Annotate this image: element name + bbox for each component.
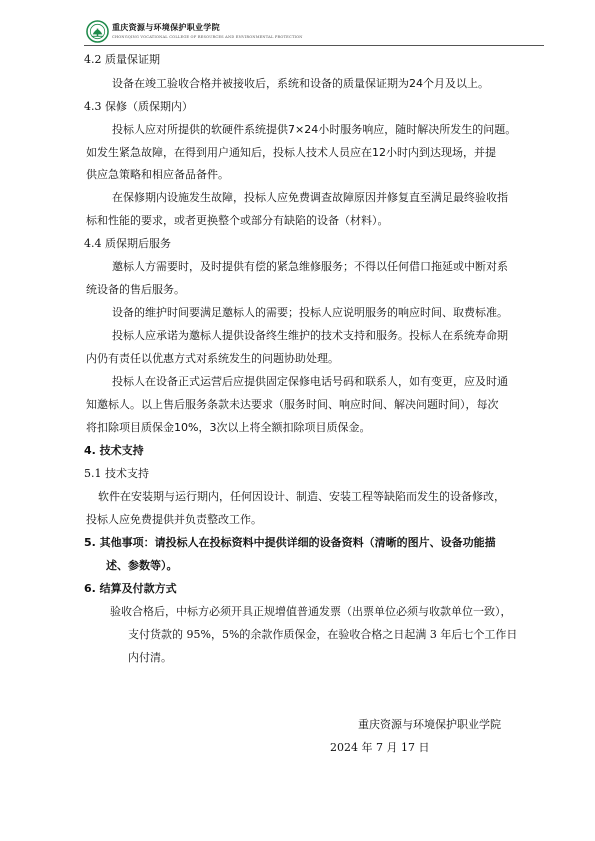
payment-heading: 6. 结算及付款方式 [84, 582, 177, 595]
section-4-4-line: 投标人在设备正式运营后应提供固定保修电话号码和联系人，如有变更，应及时通 [112, 375, 508, 388]
section-4-3-line: 投标人应对所提供的软硬件系统提供7×24小时服务响应，随时解决所发生的问题。 [112, 123, 517, 136]
section-4-3-line: 供应急策略和相应备品备件。 [86, 168, 229, 181]
tech-support-subheading: 5.1 技术支持 [84, 467, 149, 480]
section-4-3-line: 标和性能的要求，或者更换整个或部分有缺陷的设备（材料）。 [86, 214, 389, 227]
tech-support-heading: 4. 技术支持 [84, 444, 144, 457]
section-4-4-line: 设备的维护时间要满足邀标人的需要；投标人应说明服务的响应时间、取费标准。 [112, 306, 508, 319]
tech-support-line: 软件在安装期与运行期内，任何因设计、制造、安装工程等缺陷而发生的设备修改， [98, 490, 505, 503]
section-4-4-line: 知邀标人。以上售后服务条款未达要求（服务时间、响应时间、解决问题时间），每次 [86, 398, 499, 411]
payment-line: 验收合格后，中标方必须开具正规增值普通发票（出票单位必须与收款单位一致）， [110, 605, 512, 618]
header-divider [84, 45, 544, 46]
other-matters-line: 5. 其他事项：请投标人在投标资料中提供详细的设备资料（清晰的图片、设备功能描 [84, 536, 496, 549]
section-4-3-line: 在保修期内设施发生故障，投标人应免费调查故障原因并修复直至满足最终验收指 [112, 191, 508, 204]
section-4-4-line: 邀标人方需要时，及时提供有偿的紧急维修服务；不得以任何借口拖延或中断对系 [112, 260, 508, 273]
school-emblem-icon [86, 20, 109, 43]
school-name-english: CHONGQING VOCATIONAL COLLEGE OF RESOURCES AND ENVIRONMENTAL PROTECTION [112, 35, 303, 39]
other-matters-line: 述、参数等）。 [106, 559, 178, 572]
signature-date: 2024 年 7 月 17 日 [330, 741, 430, 754]
tech-support-line: 投标人应免费提供并负责整改工作。 [86, 513, 262, 526]
section-4-3-line: 如发生紧急故障，在得到用户通知后，投标人技术人员应在12小时内到达现场，并提 [86, 146, 496, 159]
section-4-4-line: 内仍有责任以优惠方式对系统发生的问题协助处理。 [86, 352, 339, 365]
section-4-4-heading: 4.4 质保期后服务 [84, 237, 171, 250]
section-4-3-heading: 4.3 保修（质保期内） [84, 100, 193, 113]
section-4-2-heading: 4.2 质量保证期 [84, 53, 160, 66]
section-4-4-line: 投标人应承诺为邀标人提供设备终生维护的技术支持和服务。投标人在系统寿命期 [112, 329, 508, 342]
signature-organization: 重庆资源与环境保护职业学院 [358, 718, 501, 731]
payment-line: 内付清。 [128, 651, 172, 664]
school-name: 重庆资源与环境保护职业学院 [112, 22, 220, 32]
section-4-2-paragraph: 设备在竣工验收合格并被接收后，系统和设备的质量保证期为24个月及以上。 [112, 77, 489, 90]
section-4-4-line: 将扣除项目质保金10%，3次以上将全额扣除项目质保金。 [86, 421, 371, 434]
payment-line: 支付货款的 95%，5%的余款作质保金，在验收合格之日起满 3 年后七个工作日 [128, 628, 518, 641]
section-4-4-line: 统设备的售后服务。 [86, 283, 185, 296]
